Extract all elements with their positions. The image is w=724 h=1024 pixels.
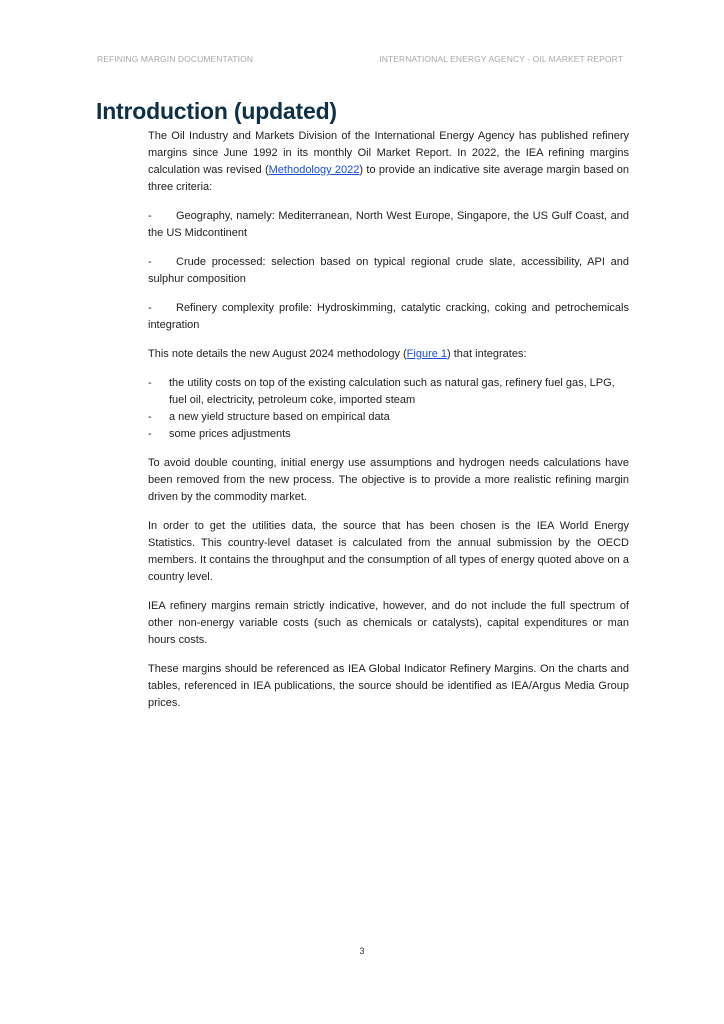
methodology-2022-link[interactable]: Methodology 2022	[268, 164, 360, 176]
criteria-item	[148, 300, 629, 334]
criteria-item-text: Refinery complexity profile: Hydroskimming, catalytic cracking, coking and petrochemicals integration	[148, 302, 629, 331]
double-counting-paragraph: To avoid double counting, initial energy use assumptions and hydrogen needs calculations have been removed from the new process. The objective is to provide a more realistic refining margin driven by the commodity market.	[148, 457, 629, 503]
criteria-item-text: Crude processed: selection based on typical regional crude slate, accessibility, API and sulphur composition	[148, 256, 629, 285]
figure-1-link[interactable]: Figure 1	[406, 348, 448, 360]
intro-paragraph	[148, 128, 629, 196]
integrates-list	[148, 375, 629, 443]
note-text-before: This note details the new August 2024 methodology (	[148, 348, 407, 360]
dash-marker: -	[148, 256, 152, 268]
indicative-margins-paragraph: IEA refinery margins remain strictly indicative, however, and do not include the full spectrum of other non-energy variable costs (such as chemicals or catalysts), capital expenditures or man hours costs.	[148, 600, 629, 646]
dash-marker: -	[148, 411, 152, 423]
list-item	[148, 426, 629, 443]
dash-marker: -	[148, 428, 152, 440]
reference-paragraph: These margins should be referenced as IEA Global Indicator Refinery Margins. On the charts and tables, referenced in IEA publications, the source should be identified as IEA/Argus Media Group prices.	[148, 663, 629, 709]
criteria-item	[148, 254, 629, 288]
list-item-text: a new yield structure based on empirical data	[169, 411, 390, 423]
list-item	[148, 409, 629, 426]
header-left-text: REFINING MARGIN DOCUMENTATION	[97, 54, 254, 64]
note-paragraph	[148, 346, 629, 363]
page-title: Introduction (updated)	[96, 98, 337, 124]
dash-marker: -	[148, 302, 152, 314]
intro-text-after: ) to provide an indicative site average margin based on three criteria:	[148, 164, 629, 193]
criteria-item	[148, 208, 629, 242]
list-item-text: the utility costs on top of the existing calculation such as natural gas, refinery fuel gas, LPG, fuel oil, electricity, petroleum coke, imported steam	[169, 377, 615, 406]
dash-marker: -	[148, 210, 152, 222]
body-text	[148, 128, 629, 724]
list-item	[148, 375, 629, 409]
criteria-item-text: Geography, namely: Mediterranean, North West Europe, Singapore, the US Gulf Coast, and the US Midcontinent	[148, 210, 629, 239]
dash-marker: -	[148, 377, 152, 389]
intro-text-before: The Oil Industry and Markets Division of the International Energy Agency has published refinery margins since June 1992 in its monthly Oil Market Report. In 2022, the IEA refining margins calculation was revised (	[148, 130, 629, 176]
utilities-data-paragraph: In order to get the utilities data, the source that has been chosen is the IEA World Energy Statistics. This country-level dataset is calculated from the annual submission by the OECD members. It contains the throughput and the consumption of all types of energy quoted above on a country level.	[148, 520, 629, 583]
page-number: 3	[359, 946, 365, 956]
note-text-after: ) that integrates:	[447, 348, 527, 360]
list-item-text: some prices adjustments	[169, 428, 291, 440]
header-right-text: INTERNATIONAL ENERGY AGENCY - OIL MARKET REPORT	[379, 54, 623, 64]
